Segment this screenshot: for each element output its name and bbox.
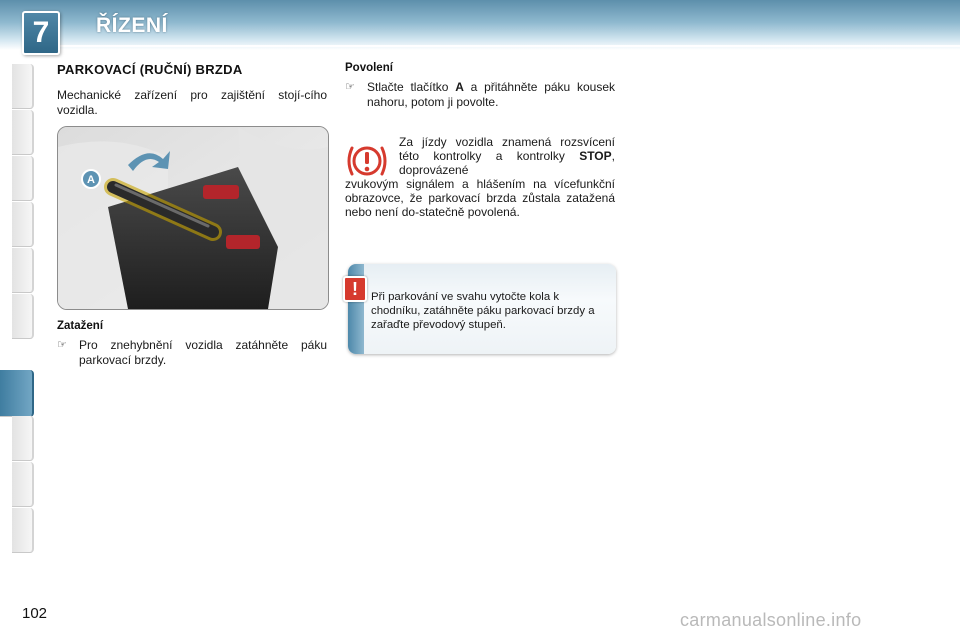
chapter-tab-2[interactable] xyxy=(12,110,34,155)
release-text-after: a přitáhněte páku kousek nahoru, potom ji povolte. xyxy=(367,80,615,109)
chapter-tab-7-active[interactable] xyxy=(0,370,34,417)
chapter-tab-8[interactable] xyxy=(12,416,34,461)
release-text-before: Stlačte tlačítko xyxy=(367,80,456,94)
section-intro: Mechanické zařízení pro zajištění stojí-cího vozidla. xyxy=(57,88,327,117)
seatbelt-buckle-icon xyxy=(203,185,239,199)
section-title: PARKOVACÍ (RUČNÍ) BRZDA xyxy=(57,62,243,77)
handbrake-photo xyxy=(57,126,329,310)
chapter-tab-rail xyxy=(0,64,36,576)
brake-warning-icon xyxy=(344,140,390,182)
apply-section xyxy=(57,320,327,368)
chapter-number-badge: 7 xyxy=(22,11,60,55)
chapter-tab-1[interactable] xyxy=(12,64,34,109)
button-a-label: A xyxy=(87,174,95,186)
release-button-label: A xyxy=(455,80,464,94)
apply-bullet xyxy=(57,338,327,368)
page-number: 102 xyxy=(22,605,48,622)
hand-pointer-icon: ☞ xyxy=(57,339,67,351)
header-divider xyxy=(58,45,960,47)
seatbelt-buckle-icon xyxy=(226,235,260,249)
chapter-tab-4[interactable] xyxy=(12,202,34,247)
chapter-tab-5[interactable] xyxy=(12,248,34,293)
release-section xyxy=(345,62,615,110)
chapter-title: ŘÍZENÍ xyxy=(96,14,168,37)
release-heading: Povolení xyxy=(345,62,393,74)
watermark-text: carmanualsonline.info xyxy=(680,610,862,630)
warning-text-top-start: Za jízdy vozidla znamená rozsvícení této kontrolky a kontrolky xyxy=(399,135,615,163)
chapter-tab-9[interactable] xyxy=(12,462,34,507)
exclamation-icon: ! xyxy=(343,276,367,302)
hand-pointer-icon: ☞ xyxy=(345,81,355,93)
chapter-tab-6[interactable] xyxy=(12,294,34,339)
handbrake-illustration xyxy=(58,127,328,309)
warning-text-top xyxy=(399,135,615,177)
chapter-tab-3[interactable] xyxy=(12,156,34,201)
apply-heading: Zatažení xyxy=(57,320,104,332)
apply-text: Pro znehybnění vozidla zatáhněte páku parkovací brzdy. xyxy=(79,338,327,367)
stop-word: STOP xyxy=(579,149,612,163)
release-bullet xyxy=(345,80,615,110)
parking-tip-text: Při parkování ve svahu vytočte kola k chodníku, zatáhněte páku parkovací brzdy a zařaďte převodový stupeň. xyxy=(371,291,595,331)
warning-text-bottom: zvukovým signálem a hlášením na vícefunkční obrazovce, že parkovací brzda zůstala zatažená nebo není do-statečně povolená. xyxy=(345,177,615,219)
chapter-tab-10[interactable] xyxy=(12,508,34,553)
warning-text-top-end: , doprovázené xyxy=(399,149,615,177)
parking-tip-box xyxy=(348,264,616,354)
